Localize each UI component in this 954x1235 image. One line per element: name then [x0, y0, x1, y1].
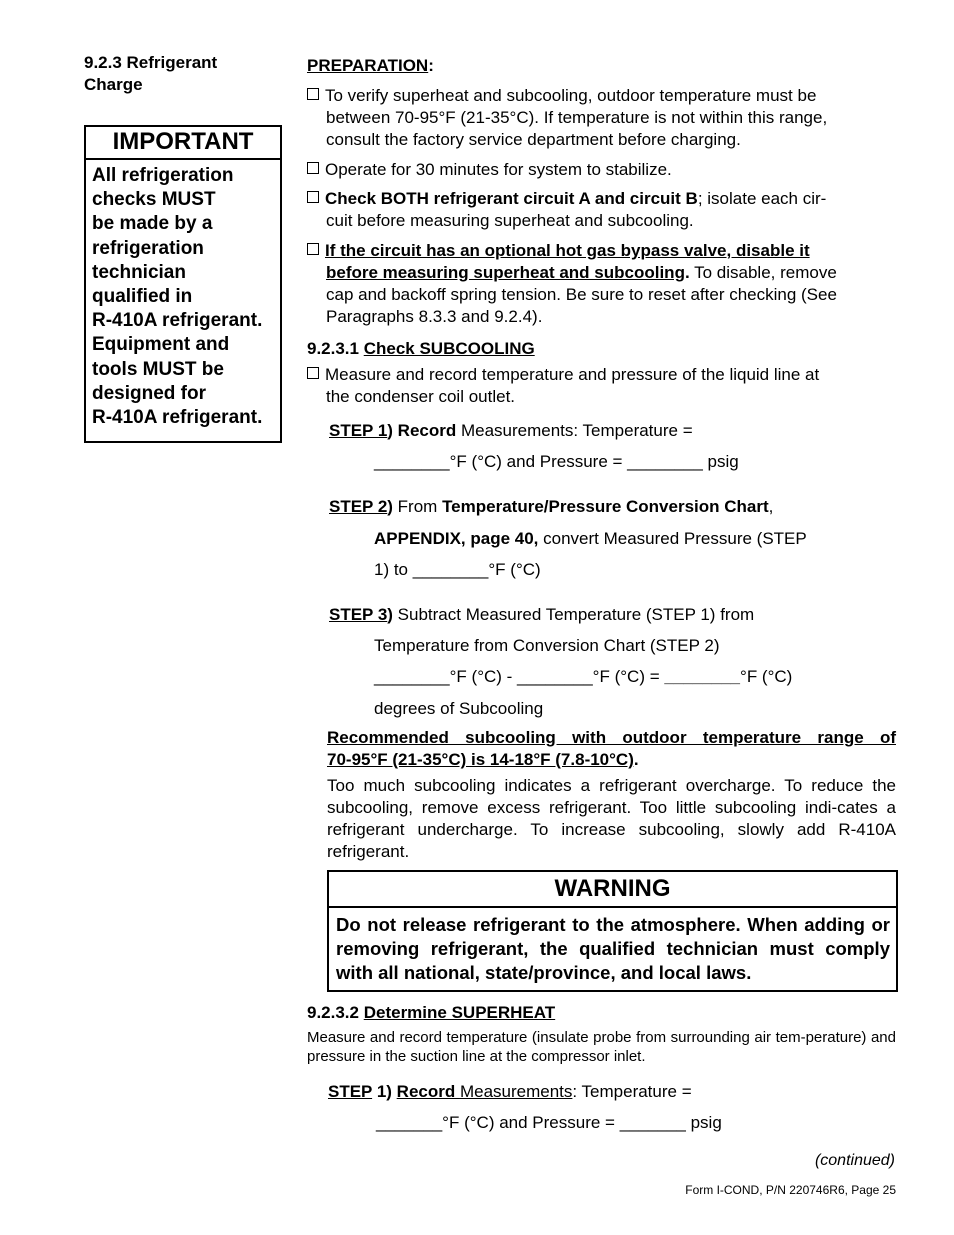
superheat-step-label: STEP: [328, 1082, 373, 1101]
recommended-line1: Recommended subcooling with outdoor temperature range of: [327, 728, 896, 747]
prep-item-2: [307, 159, 672, 181]
step1-bold: Record: [392, 421, 457, 440]
section-heading: [84, 52, 217, 96]
prep-item-2-text: Operate for 30 minutes for system to stabilize.: [325, 160, 672, 179]
step3-paren: ): [387, 605, 393, 624]
superheat-step-measurements: Measurements: [459, 1082, 573, 1101]
subcool-step3: [329, 604, 754, 626]
step2-line2: [374, 528, 807, 550]
subcooling-number: 9.2.3.1: [307, 339, 364, 358]
prep-item-4: [307, 240, 907, 328]
step3-text: Subtract Measured Temperature (STEP 1) from: [392, 605, 755, 624]
superheat-title: Determine SUPERHEAT: [363, 1003, 556, 1022]
step3-line3: [374, 666, 792, 688]
superheat-step-line2: _______°F (°C) and Pressure = _______ psig: [376, 1113, 722, 1132]
step2-text: From: [392, 497, 443, 516]
preparation-heading: [307, 55, 434, 77]
page-footer: Form I-COND, P/N 220746R6, Page 25: [685, 1183, 896, 1197]
step3-line4: degrees of Subcooling: [374, 699, 544, 718]
checkbox-icon: [307, 243, 319, 255]
step2-line2-text: convert Measured Pressure (STEP: [538, 529, 807, 548]
step2-paren: ): [387, 497, 393, 516]
important-line: All refrigeration: [92, 165, 234, 186]
prep-item-3: [307, 188, 907, 232]
subcooling-heading: [307, 338, 535, 360]
step3-label: STEP 3: [329, 605, 388, 624]
subcooling-intro-line1: Measure and record temperature and pressure of the liquid line at: [325, 365, 820, 384]
step3-line3-blank: ________: [664, 667, 741, 686]
important-line: qualified in: [92, 286, 193, 308]
important-line: Equipment and: [92, 334, 230, 356]
continued-note: (continued): [814, 1152, 895, 1169]
step2-line3: 1) to ________°F (°C): [374, 560, 541, 579]
preparation-label: PREPARATION: [307, 56, 429, 75]
step3-line3-unit: °F (°C): [740, 667, 793, 686]
important-line: R-410A refrigerant.: [92, 310, 263, 332]
important-line: designed for: [92, 382, 207, 404]
prep-item-1-line3: consult the factory service department before charging.: [326, 130, 741, 149]
checkbox-icon: [307, 367, 319, 379]
subcooling-intro: [307, 364, 907, 408]
warning-text: Do not release refrigerant to the atmosphere. When adding or removing refrigerant, the qualified technician must comply with all national, state/province, and local laws.: [336, 914, 890, 984]
prep-item-4-dot: .: [684, 263, 690, 282]
prep-item-3-line2: cuit before measuring superheat and subcooling.: [326, 211, 694, 230]
important-box: [84, 125, 282, 443]
prep-item-4-bold2: before measuring superheat and subcooling: [326, 263, 685, 282]
checkbox-icon: [307, 88, 319, 100]
superheat-heading: [307, 1002, 555, 1024]
prep-item-3-rest: ; isolate each cir-: [697, 189, 827, 208]
important-line: checks MUST: [92, 189, 216, 211]
superheat-paragraph: Measure and record temperature (insulate probe from surrounding air tem-perature) and pressure in the suction line at the compressor inlet.: [307, 1029, 896, 1065]
step1-line2: ________°F (°C) and Pressure = ________ psig: [374, 452, 739, 471]
recommended-subcooling: [327, 727, 896, 771]
subcool-step1: [329, 420, 693, 442]
important-line: tools MUST be: [92, 358, 224, 380]
prep-item-4-bold1: If the circuit has an optional hot gas bypass valve, disable it: [325, 241, 810, 260]
prep-item-4-line3: cap and backoff spring tension. Be sure to reset after checking (See: [326, 285, 837, 304]
important-line: refrigeration: [92, 237, 204, 259]
warning-box: [327, 870, 898, 992]
prep-item-4-rest: To disable, remove: [689, 263, 837, 282]
superheat-step-text: : Temperature =: [572, 1082, 692, 1101]
section-number: 9.2.3 Refrigerant: [84, 53, 218, 72]
prep-item-1-line1: To verify superheat and subcooling, outdoor temperature must be: [325, 86, 817, 105]
recommended-dot: .: [633, 750, 639, 769]
prep-item-3-bold: Check BOTH refrigerant circuit A and circuit B: [325, 189, 698, 208]
prep-item-4-line4: Paragraphs 8.3.3 and 9.2.4).: [326, 307, 543, 326]
subcooling-title: Check SUBCOOLING: [363, 339, 535, 358]
preparation-colon: :: [428, 56, 434, 75]
prep-item-1: [307, 85, 907, 151]
important-text: [86, 160, 280, 430]
step3-line2: Temperature from Conversion Chart (STEP 2): [374, 636, 720, 655]
step1-label: STEP 1: [329, 421, 388, 440]
step2-label: STEP 2: [329, 497, 388, 516]
step3-line3-text: ________°F (°C) - ________°F (°C) =: [374, 667, 665, 686]
important-line: R-410A refrigerant.: [92, 407, 263, 429]
superheat-step-number: 1): [372, 1082, 392, 1101]
prep-item-1-line2: between 70-95°F (21-35°C). If temperature is not within this range,: [326, 108, 828, 127]
recommended-line2: 70-95°F (21-35°C) is 14-18°F (7.8-10°C): [327, 750, 634, 769]
step1-text: Measurements: Temperature =: [456, 421, 693, 440]
subcooling-paragraph: Too much subcooling indicates a refrigerant overcharge. To reduce the subcooling, remove excess refrigerant. Too little subcooling indi-cates a refrigerant undercharge. To increase subcooling, slowly add R-410A refrigerant.: [327, 776, 896, 861]
checkbox-icon: [307, 162, 319, 174]
section-title: Charge: [84, 75, 143, 94]
subcool-step2: [329, 496, 773, 518]
checkbox-icon: [307, 191, 319, 203]
warning-heading: WARNING: [329, 872, 896, 908]
superheat-number: 9.2.3.2: [307, 1003, 364, 1022]
important-line: technician: [92, 261, 186, 283]
subcooling-intro-line2: the condenser coil outlet.: [326, 387, 516, 406]
important-heading: IMPORTANT: [86, 127, 280, 160]
important-line: be made by a: [92, 213, 213, 235]
step2-comma: ,: [768, 497, 774, 516]
step1-paren: ): [387, 421, 393, 440]
superheat-step-record: Record: [396, 1082, 460, 1101]
superheat-step1: [328, 1081, 692, 1103]
step2-line2-bold: APPENDIX, page 40,: [374, 529, 539, 548]
step2-bold: Temperature/Pressure Conversion Chart: [442, 497, 769, 516]
